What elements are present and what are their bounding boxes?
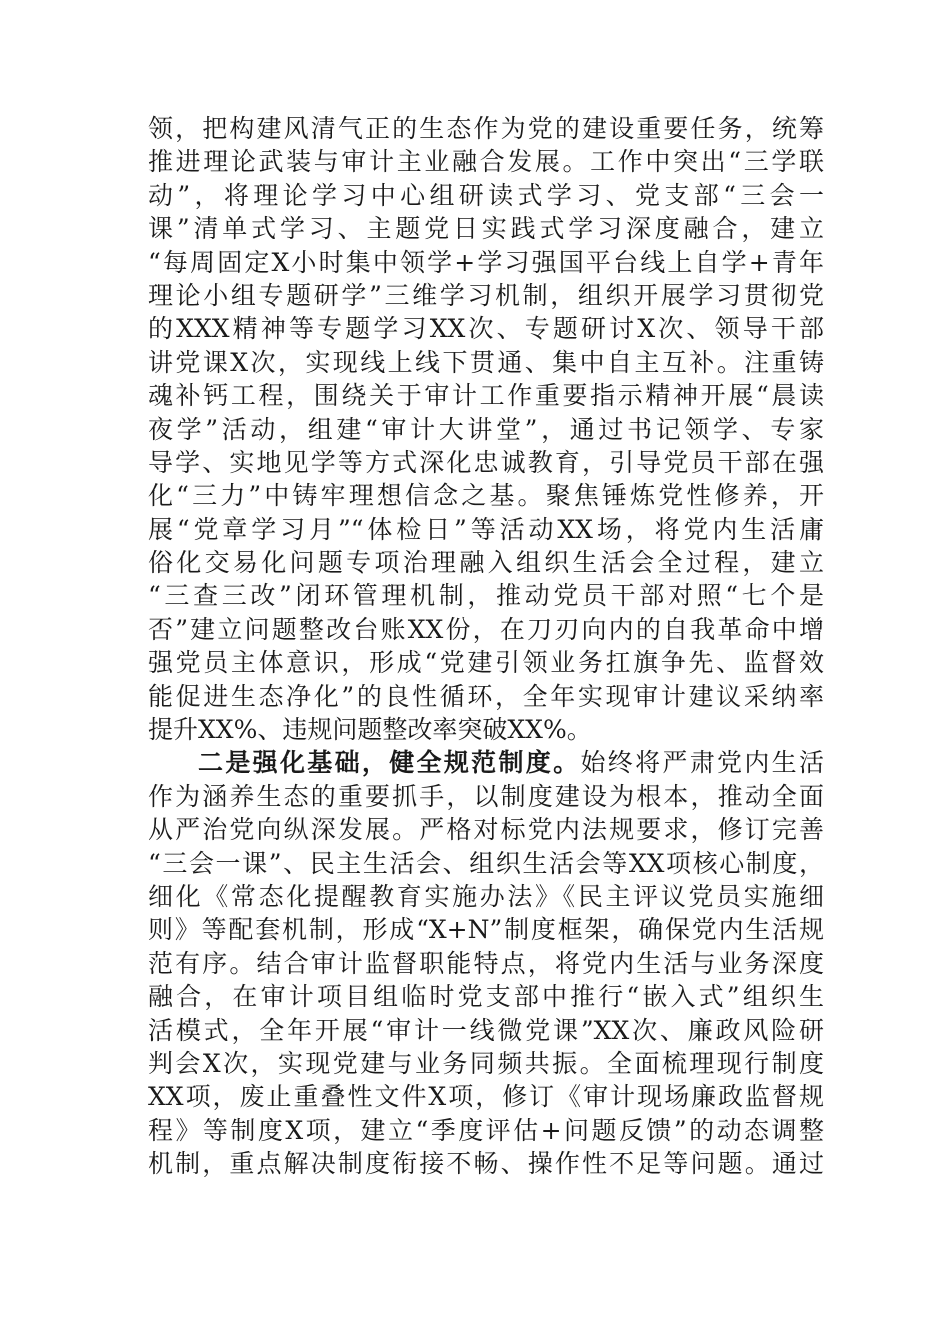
text-line: 从严治党向纵深发展。严格对标党内法规要求，修订完善 [148,815,824,845]
text-line: 化“三力”中铸牢理想信念之基。聚焦锤炼党性修养，开 [148,481,824,511]
text-line: 课”清单式学习、主题党日实践式学习深度融合，建立 [148,214,824,244]
text-line: “三查三改”闭环管理机制，推动党员干部对照“七个是 [148,581,824,611]
text-line: 魂补钙工程，围绕关于审计工作重要指示精神开展“晨读 [148,381,824,411]
text-line: 的XXX精神等专题学习XX次、专题研讨X次、领导干部 [148,314,824,344]
text-line: 细化《常态化提醒教育实施办法》《民主评议党员实施细 [148,881,824,911]
text-line: 否”建立问题整改台账XX份，在刀刃向内的自我革命中增 [148,614,824,644]
paragraph-text: 始终将严肃党内生活 [580,748,824,778]
text-line: 提升XX%、违规问题整改率突破XX%。 [148,715,592,745]
text-line: 判会X次，实现党建与业务同频共振。全面梳理现行制度 [148,1048,824,1078]
text-line: 展“党章学习月”“体检日”等活动XX场，将党内生活庸 [148,514,824,544]
text-line: 能促进生态净化”的良性循环，全年实现审计建议采纳率 [148,681,824,711]
paragraph-heading: 二是强化基础，健全规范制度。 [198,748,581,778]
text-line: 融合，在审计项目组临时党支部中推行“嵌入式”组织生 [148,982,824,1012]
text-line: 活模式，全年开展“审计一线微党课”XX次、廉政风险研 [148,1015,824,1045]
paragraph-2 [148,746,824,1180]
text-line: 范有序。结合审计监督职能特点，将党内生活与业务深度 [148,948,824,978]
text-line: 作为涵养生态的重要抓手，以制度建设为根本，推动全面 [148,781,824,811]
text-line: 俗化交易化问题专项治理融入组织生活会全过程，建立 [148,548,824,578]
text-line: 机制，重点解决制度衔接不畅、操作性不足等问题。通过 [148,1149,824,1179]
text-line: 推进理论武装与审计主业融合发展。工作中突出“三学联 [148,147,824,177]
text-line: 导学、实地见学等方式深化忠诚教育，引导党员干部在强 [148,447,824,477]
text-line: 强党员主体意识，形成“党建引领业务扛旗争先、监督效 [148,648,824,678]
text-line: 动”，将理论学习中心组研读式学习、党支部“三会一 [148,180,824,210]
paragraph-2-first-line [148,746,824,779]
text-line: 则》等配套机制，形成“X+N”制度框架，确保党内生活规 [148,915,824,945]
body-text [148,112,824,1181]
text-line: XX项，废止重叠性文件X项，修订《审计现场廉政监督规 [148,1082,824,1112]
text-line: 理论小组专题研学”三维学习机制，组织开展学习贯彻党 [148,280,824,310]
text-line: 讲党课X次，实现线上线下贯通、集中自主互补。注重铸 [148,347,824,377]
paragraph-1 [148,112,824,746]
text-line: “三会一课”、民主生活会、组织生活会等XX项核心制度， [148,848,824,878]
text-line: 领，把构建风清气正的生态作为党的建设重要任务，统筹 [148,114,824,143]
text-line: 夜学”活动，组建“审计大讲堂”，通过书记领学、专家 [148,414,824,444]
text-line: “每周固定X小时集中领学+学习强国平台线上自学+青年 [148,247,824,277]
text-line: 程》等制度X项，建立“季度评估+问题反馈”的动态调整 [148,1115,824,1145]
